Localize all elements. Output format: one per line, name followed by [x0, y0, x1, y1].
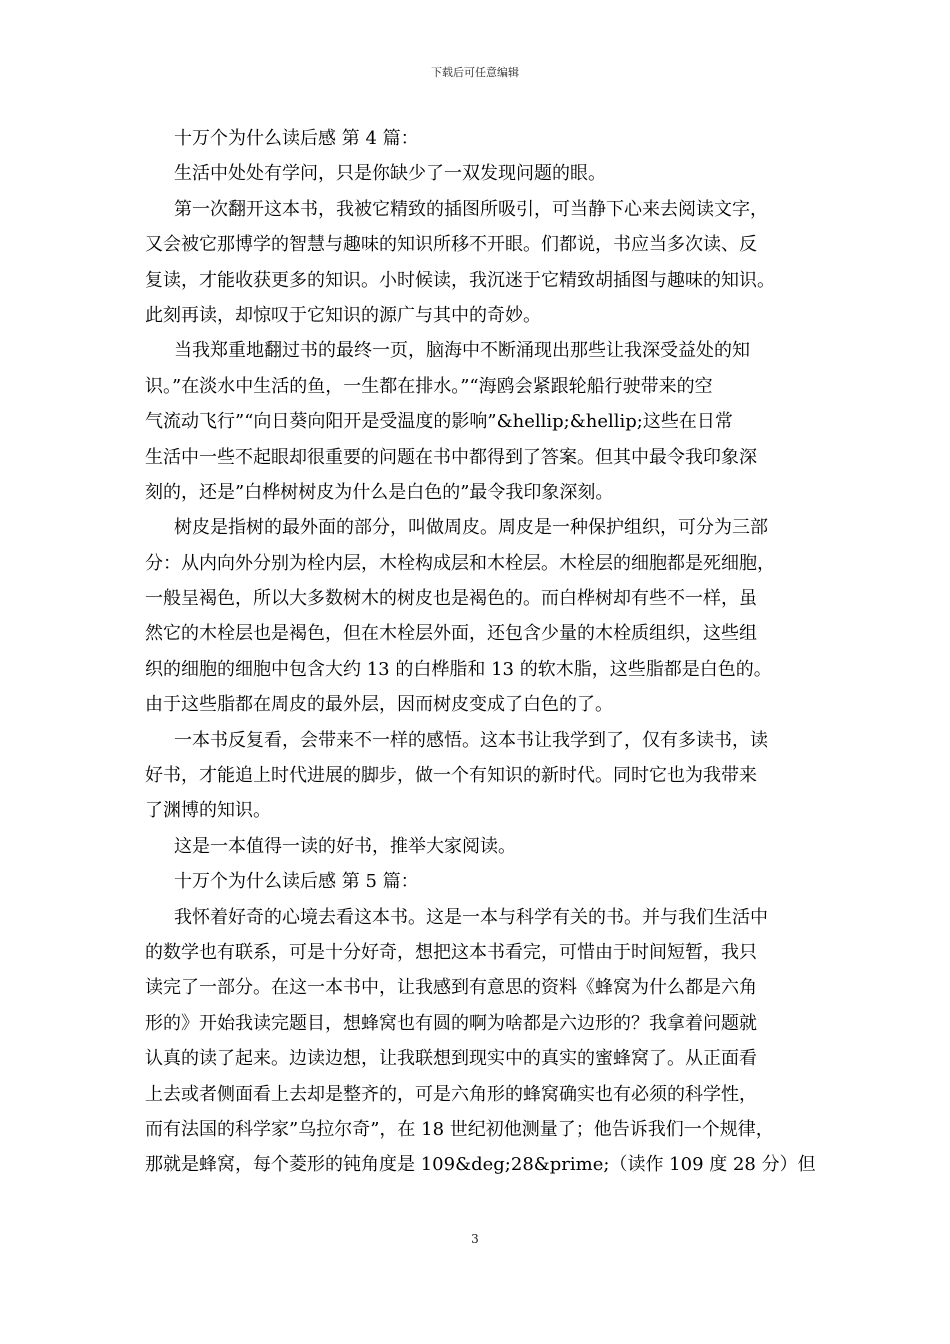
text-line: 树皮是指树的最外面的部分，叫做周皮。周皮是一种保护组织，可分为三部	[174, 517, 768, 539]
text-line: 分：从内向外分别为栓内层，木栓构成层和木栓层。木栓层的细胞都是死细胞，	[145, 552, 775, 574]
text-line: 认真的读了起来。边读边想，让我联想到现实中的真实的蜜蜂窝了。从正面看	[145, 1048, 757, 1070]
text-line: 当我郑重地翻过书的最终一页，脑海中不断涌现出那些让我深受益处的知	[174, 340, 750, 362]
text-line: 形的》开始我读完题目，想蜂窝也有圆的啊为啥都是六边形的？我拿着问题就	[145, 1012, 757, 1034]
text-line: 气流动飞行”“向日葵向阳开是受温度的影响”&hellip;&hellip;这些在日常	[145, 411, 733, 433]
text-line: 第一次翻开这本书，我被它精致的插图所吸引，可当静下心来去阅读文字，	[174, 198, 768, 220]
text-line: 识。”在淡水中生活的鱼，一生都在排水。”“海鸥会紧跟轮船行驶带来的空	[145, 375, 713, 397]
document-body	[145, 121, 825, 1183]
text-line: 织的细胞的细胞中包含大约 13 的白桦脂和 13 的软木脂，这些脂都是白色的。	[145, 658, 772, 680]
text-line: 复读，才能收获更多的知识。小时候读，我沉迷于它精致胡插图与趣味的知识。	[145, 269, 775, 291]
page-number: 3	[471, 1232, 479, 1246]
text-line: 生活中一些不起眼却很重要的问题在书中都得到了答案。但其中最令我印象深	[145, 446, 757, 468]
text-line: 那就是蜂窝，每个菱形的钝角度是 109&deg;28&prime;（读作 109 度 28 分）但	[145, 1154, 816, 1176]
text-line: 十万个为什么读后感 第 5 篇：	[174, 871, 419, 893]
text-line: 生活中处处有学问，只是你缺少了一双发现问题的眼。	[174, 163, 606, 185]
page-header: 下载后可任意编辑	[431, 66, 519, 79]
text-line: 的数学也有联系，可是十分好奇，想把这本书看完，可惜由于时间短暂，我只	[145, 941, 757, 963]
text-line: 此刻再读，却惊叹于它知识的源广与其中的奇妙。	[145, 304, 541, 326]
text-line: 十万个为什么读后感 第 4 篇：	[174, 128, 419, 149]
text-line: 一般呈褐色，所以大多数树木的树皮也是褐色的。而白桦树却有些不一样，虽	[145, 588, 757, 610]
text-line: 刻的，还是”白桦树树皮为什么是白色的”最令我印象深刻。	[145, 481, 614, 503]
text-line: 而有法国的科学家”乌拉尔奇”，在 18 世纪初他测量了；他告诉我们一个规律，	[145, 1118, 774, 1140]
text-line: 又会被它那博学的智慧与趣味的知识所移不开眼。们都说，书应当多次读、反	[145, 234, 757, 256]
text-line: 了渊博的知识。	[145, 800, 271, 822]
text-line: 由于这些脂都在周皮的最外层，因而树皮变成了白色的了。	[145, 694, 613, 716]
text-line: 一本书反复看，会带来不一样的感悟。这本书让我学到了，仅有多读书，读	[174, 729, 768, 751]
text-line: 读完了一部分。在这一本书中，让我感到有意思的资料《蜂窝为什么都是六角	[145, 977, 757, 999]
text-line: 这是一本值得一读的好书，推举大家阅读。	[174, 835, 516, 857]
text-line: 上去或者侧面看上去却是整齐的，可是六角形的蜂窝确实也有必须的科学性，	[145, 1083, 757, 1105]
text-line: 我怀着好奇的心境去看这本书。这是一本与科学有关的书。并与我们生活中	[174, 906, 768, 928]
text-line: 然它的木栓层也是褐色，但在木栓层外面，还包含少量的木栓质组织，这些组	[145, 623, 757, 645]
text-line: 好书，才能追上时代进展的脚步，做一个有知识的新时代。同时它也为我带来	[145, 765, 757, 787]
